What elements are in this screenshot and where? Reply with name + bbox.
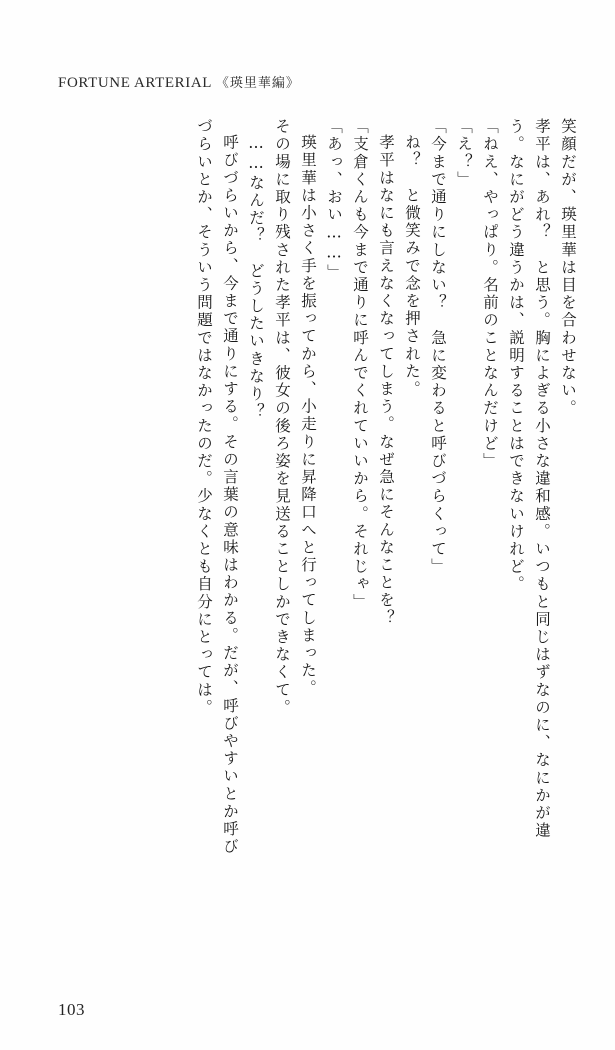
text-column: 「え？」: [455, 118, 473, 189]
page-number: 103: [58, 1000, 85, 1019]
running-head: [58, 72, 300, 92]
text-column: 「支倉くんも今まで通りに呼んでくれていいから。それじゃ」: [351, 118, 369, 611]
running-head-chapter: 《瑛里華編》: [215, 76, 300, 91]
text-column: づらいとか、そういう問題ではなかったのだ。少なくとも自分にとっては。: [195, 118, 213, 717]
text-column: その場に取り残された孝平は、彼女の後ろ姿を見送ることしかできなくて。: [273, 118, 291, 717]
text-column: 呼びづらいから、今まで通りにする。その言葉の意味はわかる。だが、呼びやすいとか呼び: [221, 134, 239, 856]
text-column: 「ねえ、やっぱり。名前のことなんだけど」: [481, 118, 499, 470]
text-column: ね？ と微笑みで念を押された。: [403, 134, 421, 398]
text-column: 瑛里華は小さく手を振ってから、小走りに昇降口へと行ってしまった。: [299, 134, 317, 698]
text-column: う。なにがどう違うかは、説明することはできないけれど。: [507, 118, 525, 594]
text-column: 笑顔だが、瑛里華は目を合わせない。: [559, 118, 577, 418]
text-column: 「あっ、おい……」: [325, 118, 343, 282]
text-column: 孝平は、あれ？ と思う。胸によぎる小さな違和感。いつもと同じはずなのに、なにかが違: [533, 118, 551, 840]
running-head-series: FORTUNE ARTERIAL: [58, 75, 212, 91]
text-column: 「今まで通りにしない？ 急に変わると呼びづらくって」: [429, 118, 447, 576]
text-column: 孝平はなにも言えなくなってしまう。なぜ急にそんなことを？: [377, 134, 395, 627]
text-column: ……なんだ？ どうしたいきなり？: [247, 134, 265, 421]
body-text: [40, 118, 575, 948]
